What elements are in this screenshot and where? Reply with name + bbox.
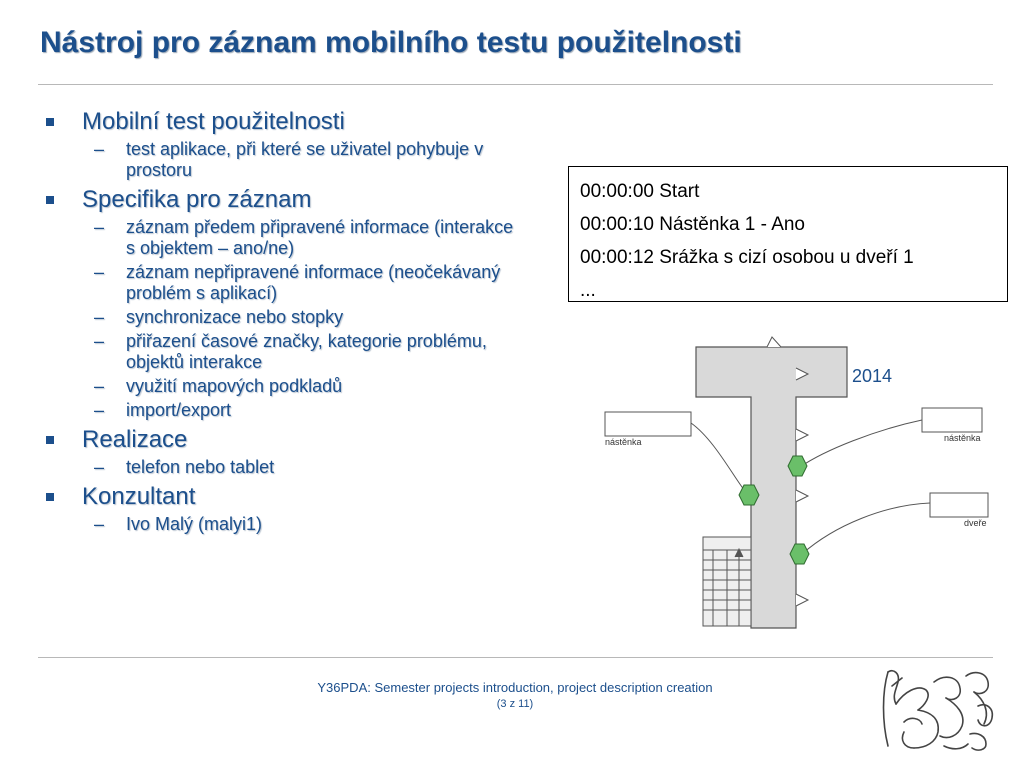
- bullet-label: Specifika pro záznam: [82, 186, 312, 213]
- sub-bullet-text: využití mapových podkladů: [126, 376, 343, 396]
- sub-bullet-text: import/export: [126, 400, 232, 420]
- sub-bullet-item: [44, 217, 514, 259]
- dash-marker: –: [94, 376, 105, 396]
- door-label: dveře: [964, 518, 987, 528]
- floor-plan-diagram: [595, 330, 1005, 635]
- sub-bullet-item: [44, 376, 514, 397]
- sub-bullet-text: synchronizace nebo stopky: [126, 307, 344, 327]
- log-line: 00:00:10 Nástěnka 1 - Ano: [580, 214, 805, 235]
- sub-bullet-item: [44, 514, 514, 535]
- bullet-marker: [46, 436, 54, 444]
- sub-bullet-text: Ivo Malý (malyi1): [126, 514, 263, 534]
- dash-marker: –: [94, 262, 105, 282]
- diagram-year: 2014: [852, 366, 893, 386]
- sub-bullet-text: přiřazení časové značky, kategorie problému, objektů interakce: [126, 331, 487, 372]
- log-line: 00:00:00 Start: [580, 181, 700, 202]
- slide-title: Nástroj pro záznam mobilního testu použitelnosti: [40, 26, 742, 59]
- footer: [230, 680, 800, 712]
- bullet-label: Mobilní test použitelnosti: [82, 108, 345, 135]
- nastenka-label-right: nástěnka: [944, 433, 981, 443]
- bullet-list: [44, 108, 514, 535]
- sub-bullet-item: [44, 457, 514, 478]
- log-example-box: [568, 166, 1008, 302]
- nastenka-box-left: [605, 412, 691, 436]
- bullet-marker: [46, 493, 54, 501]
- dash-marker: –: [94, 400, 105, 420]
- dash-marker: –: [94, 139, 105, 159]
- bullet-item: [44, 426, 514, 454]
- dash-marker: –: [94, 307, 105, 327]
- sub-bullet-item: [44, 262, 514, 304]
- footer-divider: [38, 657, 993, 658]
- title-divider: [38, 84, 993, 85]
- bullet-marker: [46, 196, 54, 204]
- nastenka-box-right: [922, 408, 982, 432]
- dash-marker: –: [94, 457, 105, 477]
- sub-bullet-item: [44, 400, 514, 421]
- log-line: ...: [580, 280, 596, 301]
- nastenka-label-left: nástěnka: [605, 437, 642, 447]
- bullet-label: Konzultant: [82, 483, 196, 510]
- footer-course-title: Y36PDA: Semester projects introduction, project description creation: [317, 680, 713, 695]
- university-lion-logo: [874, 662, 1000, 758]
- sub-bullet-text: záznam předem připravené informace (interakce s objektem – ano/ne): [126, 217, 514, 258]
- bullet-item: [44, 483, 514, 511]
- bullet-item: [44, 108, 514, 136]
- bullet-item: [44, 186, 514, 214]
- page-number: (3 z 11): [496, 698, 534, 710]
- sub-bullet-item: [44, 307, 514, 328]
- sub-bullet-item: [44, 139, 514, 181]
- sub-bullet-item: [44, 331, 514, 373]
- door-box: [930, 493, 988, 517]
- bullet-label: Realizace: [82, 426, 188, 453]
- bullet-marker: [46, 118, 54, 126]
- sub-bullet-text: záznam nepřipravené informace (neočekávaný problém s aplikací): [126, 262, 501, 303]
- dash-marker: –: [94, 217, 105, 237]
- dash-marker: –: [94, 331, 105, 351]
- staircase: [703, 537, 751, 626]
- sub-bullet-text: test aplikace, při které se uživatel pohybuje v prostoru: [126, 139, 484, 180]
- event-marker: [739, 485, 759, 505]
- sub-bullet-text: telefon nebo tablet: [126, 457, 275, 477]
- dash-marker: –: [94, 514, 105, 534]
- connector-lines: [691, 420, 930, 554]
- log-line: 00:00:12 Srážka s cizí osobou u dveří 1: [580, 247, 914, 268]
